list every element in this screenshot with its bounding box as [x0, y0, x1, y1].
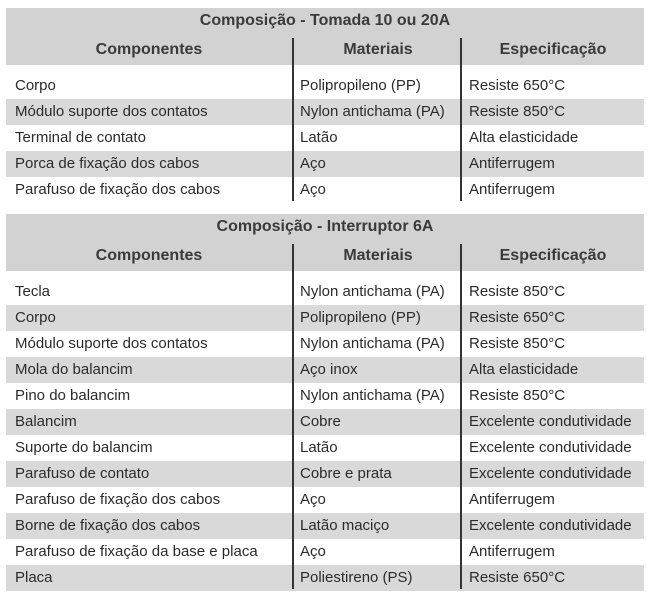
cell-componente: Borne de fixação dos cabos: [15, 517, 201, 534]
cell-especificacao: Resiste 850°C: [469, 335, 566, 352]
cell-componente: Balancim: [15, 413, 77, 430]
header-materiais: Materiais: [343, 247, 413, 264]
cell-especificacao: Resiste 650°C: [469, 309, 566, 326]
table-row: [6, 73, 644, 99]
cell-especificacao: Excelente condutividade: [469, 517, 632, 534]
cell-material: Nylon antichama (PA): [300, 335, 445, 352]
column-divider: [292, 244, 294, 589]
cell-especificacao: Antiferrugem: [469, 155, 555, 172]
cell-especificacao: Resiste 850°C: [469, 103, 566, 120]
table-row: [6, 177, 644, 203]
cell-especificacao: Antiferrugem: [469, 491, 555, 508]
table-row: [6, 435, 644, 461]
cell-componente: Módulo suporte dos contatos: [15, 103, 208, 120]
cell-componente: Terminal de contato: [15, 129, 146, 146]
cell-componente: Corpo: [15, 309, 56, 326]
cell-componente: Parafuso de fixação dos cabos: [15, 491, 221, 508]
cell-material: Aço inox: [300, 361, 358, 378]
cell-componente: Parafuso de fixação dos cabos: [15, 181, 221, 198]
cell-material: Aço: [300, 491, 326, 508]
table-row: [6, 565, 644, 591]
cell-material: Latão maciço: [300, 517, 390, 534]
table-row: [6, 539, 644, 565]
header-especificacao: Especificação: [499, 247, 607, 264]
tomada-composition-table: [6, 8, 644, 203]
cell-especificacao: Antiferrugem: [469, 543, 555, 560]
cell-componente: Porca de fixação dos cabos: [15, 155, 200, 172]
cell-componente: Módulo suporte dos contatos: [15, 335, 208, 352]
cell-material: Aço: [300, 181, 326, 198]
column-divider: [460, 38, 462, 201]
table-row: [6, 461, 644, 487]
table-title: Composição - Tomada 10 ou 20A: [6, 8, 644, 34]
cell-material: Polipropileno (PP): [300, 77, 421, 94]
header-especificacao: Especificação: [499, 41, 607, 58]
cell-especificacao: Resiste 650°C: [469, 569, 566, 586]
cell-material: Nylon antichama (PA): [300, 103, 445, 120]
cell-material: Nylon antichama (PA): [300, 283, 445, 300]
cell-especificacao: Antiferrugem: [469, 181, 555, 198]
table-row: [6, 357, 644, 383]
cell-material: Aço: [300, 543, 326, 560]
table-row: [6, 125, 644, 151]
header-componentes: Componentes: [95, 41, 203, 58]
header-componentes: Componentes: [95, 247, 203, 264]
cell-material: Poliestireno (PS): [300, 569, 413, 586]
cell-material: Latão: [300, 439, 338, 456]
cell-especificacao: Excelente condutividade: [469, 439, 632, 456]
table-title: Composição - Interruptor 6A: [6, 214, 644, 240]
table-row: [6, 99, 644, 125]
table-header-row: [6, 34, 644, 65]
cell-material: Aço: [300, 155, 326, 172]
cell-componente: Tecla: [15, 283, 51, 300]
cell-especificacao: Excelente condutividade: [469, 465, 632, 482]
table-row: [6, 513, 644, 539]
table-row: [6, 409, 644, 435]
header-materiais: Materiais: [343, 41, 413, 58]
cell-especificacao: Resiste 650°C: [469, 77, 566, 94]
table-header-row: [6, 240, 644, 271]
cell-componente: Mola do balancim: [15, 361, 133, 378]
cell-especificacao: Resiste 850°C: [469, 387, 566, 404]
table-row: [6, 151, 644, 177]
table-row: [6, 487, 644, 513]
table-row: [6, 279, 644, 305]
cell-material: Polipropileno (PP): [300, 309, 421, 326]
cell-componente: Placa: [15, 569, 53, 586]
cell-componente: Parafuso de fixação da base e placa: [15, 543, 258, 560]
cell-material: Cobre: [300, 413, 341, 430]
cell-material: Cobre e prata: [300, 465, 392, 482]
cell-especificacao: Resiste 850°C: [469, 283, 566, 300]
table-row: [6, 305, 644, 331]
cell-material: Nylon antichama (PA): [300, 387, 445, 404]
cell-componente: Corpo: [15, 77, 56, 94]
table-row: [6, 383, 644, 409]
cell-especificacao: Alta elasticidade: [469, 361, 579, 378]
column-divider: [292, 38, 294, 201]
interruptor-composition-table: [6, 214, 644, 591]
cell-componente: Parafuso de contato: [15, 465, 150, 482]
column-divider: [460, 244, 462, 589]
cell-especificacao: Alta elasticidade: [469, 129, 579, 146]
cell-componente: Pino do balancim: [15, 387, 131, 404]
table-row: [6, 331, 644, 357]
cell-material: Latão: [300, 129, 338, 146]
cell-componente: Suporte do balancim: [15, 439, 153, 456]
cell-especificacao: Excelente condutividade: [469, 413, 632, 430]
